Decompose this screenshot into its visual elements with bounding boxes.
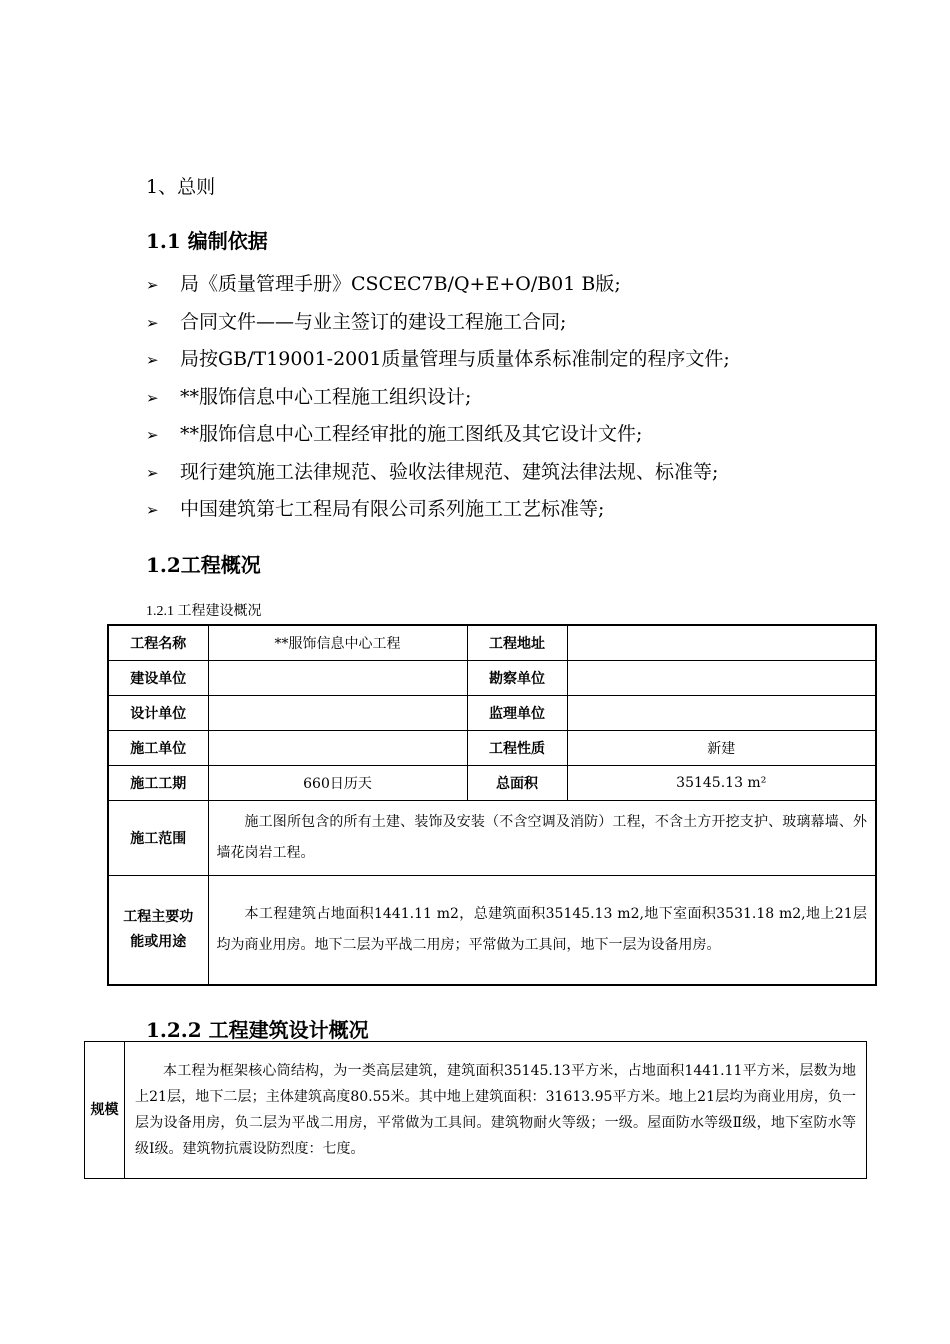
owner-label: 建设单位	[108, 661, 208, 696]
project-address-value	[567, 625, 876, 661]
function-label: 工程主要功能或用途	[108, 876, 208, 986]
design-value	[208, 696, 467, 731]
chapter-title: 1、总则	[146, 176, 216, 198]
list-item-text: **服饰信息中心工程施工组织设计;	[180, 385, 472, 408]
list-item-text: 局按GB/T19001-2001质量管理与质量体系标准制定的程序文件;	[180, 348, 730, 370]
list-item	[146, 266, 866, 304]
survey-label: 勘察单位	[467, 661, 567, 696]
design-label: 设计单位	[108, 696, 208, 731]
scope-label: 施工范围	[108, 801, 208, 876]
scope-value: 施工图所包含的所有土建、装饰及安装（不含空调及消防）工程，不含土方开挖支护、玻璃幕墙、外墙花岗岩工程。	[208, 801, 876, 876]
construction-label: 施工单位	[108, 731, 208, 766]
project-name-label: 工程名称	[108, 625, 208, 661]
scale-value: 本工程为框架核心筒结构，为一类高层建筑，建筑面积35145.13平方米，占地面积1441.11平方米，层数为地上21层，地下二层；主体建筑高度80.55米。其中地上建筑面积：31613.95平方米。地上21层均为商业用房，负一层为设备用房，负二层为平战二用房，平常做为工具间。建筑物耐火等级；一级。屋面防水等级Ⅱ级，地下室防水等级Ⅰ级。建筑物抗震设防烈度：七度。	[125, 1042, 867, 1179]
project-name-value: **服饰信息中心工程	[208, 625, 467, 661]
table-row	[108, 661, 876, 696]
arrow-bullet-icon: ➢	[146, 426, 159, 444]
project-overview-table	[107, 624, 877, 986]
list-item	[146, 379, 866, 417]
section-1-2-title: 1.2工程概况	[146, 553, 261, 577]
list-item	[146, 304, 866, 342]
duration-value: 660日历天	[208, 766, 467, 801]
area-label: 总面积	[467, 766, 567, 801]
table-row	[85, 1042, 867, 1179]
table-row	[108, 625, 876, 661]
project-address-label: 工程地址	[467, 625, 567, 661]
construction-value	[208, 731, 467, 766]
arrow-bullet-icon: ➢	[146, 501, 159, 519]
design-overview-table	[84, 1041, 867, 1179]
arrow-bullet-icon: ➢	[146, 388, 159, 407]
section-1-2-2-title: 1.2.2 工程建筑设计概况	[146, 1018, 369, 1042]
owner-value	[208, 661, 467, 696]
basis-list	[146, 266, 866, 529]
arrow-bullet-icon: ➢	[146, 276, 159, 294]
arrow-bullet-icon: ➢	[146, 351, 159, 369]
table-row	[108, 766, 876, 801]
survey-value	[567, 661, 876, 696]
arrow-bullet-icon: ➢	[146, 313, 159, 332]
list-item	[146, 341, 866, 379]
list-item	[146, 454, 866, 492]
duration-label: 施工工期	[108, 766, 208, 801]
nature-label: 工程性质	[467, 731, 567, 766]
list-item	[146, 416, 866, 454]
table-row	[108, 696, 876, 731]
table-row	[108, 876, 876, 986]
nature-value: 新建	[567, 731, 876, 766]
list-item-text: 现行建筑施工法律规范、验收法律规范、建筑法律法规、标准等;	[180, 460, 719, 483]
list-item-text: 合同文件——与业主签订的建设工程施工合同;	[180, 310, 567, 333]
section-1-1-title: 1.1 编制依据	[146, 229, 268, 253]
table-caption: 1.2.1 工程建设概况	[146, 604, 262, 619]
list-item-text: 局《质量管理手册》CSCEC7B/Q+E+O/B01 B版;	[180, 273, 621, 295]
list-item-text: **服饰信息中心工程经审批的施工图纸及其它设计文件;	[180, 423, 643, 445]
function-value: 本工程建筑占地面积1441.11 m2，总建筑面积35145.13 m2,地下室面积3531.18 m2,地上21层均为商业用房。地下二层为平战二用房；平常做为工具间，地下一层为设备用房。	[208, 876, 876, 986]
table-row	[108, 801, 876, 876]
list-item	[146, 491, 866, 529]
area-value: 35145.13 m²	[567, 766, 876, 801]
arrow-bullet-icon: ➢	[146, 463, 159, 482]
table-row	[108, 731, 876, 766]
supervision-label: 监理单位	[467, 696, 567, 731]
scale-label: 规模	[85, 1042, 125, 1179]
list-item-text: 中国建筑第七工程局有限公司系列施工工艺标准等;	[180, 498, 605, 520]
supervision-value	[567, 696, 876, 731]
